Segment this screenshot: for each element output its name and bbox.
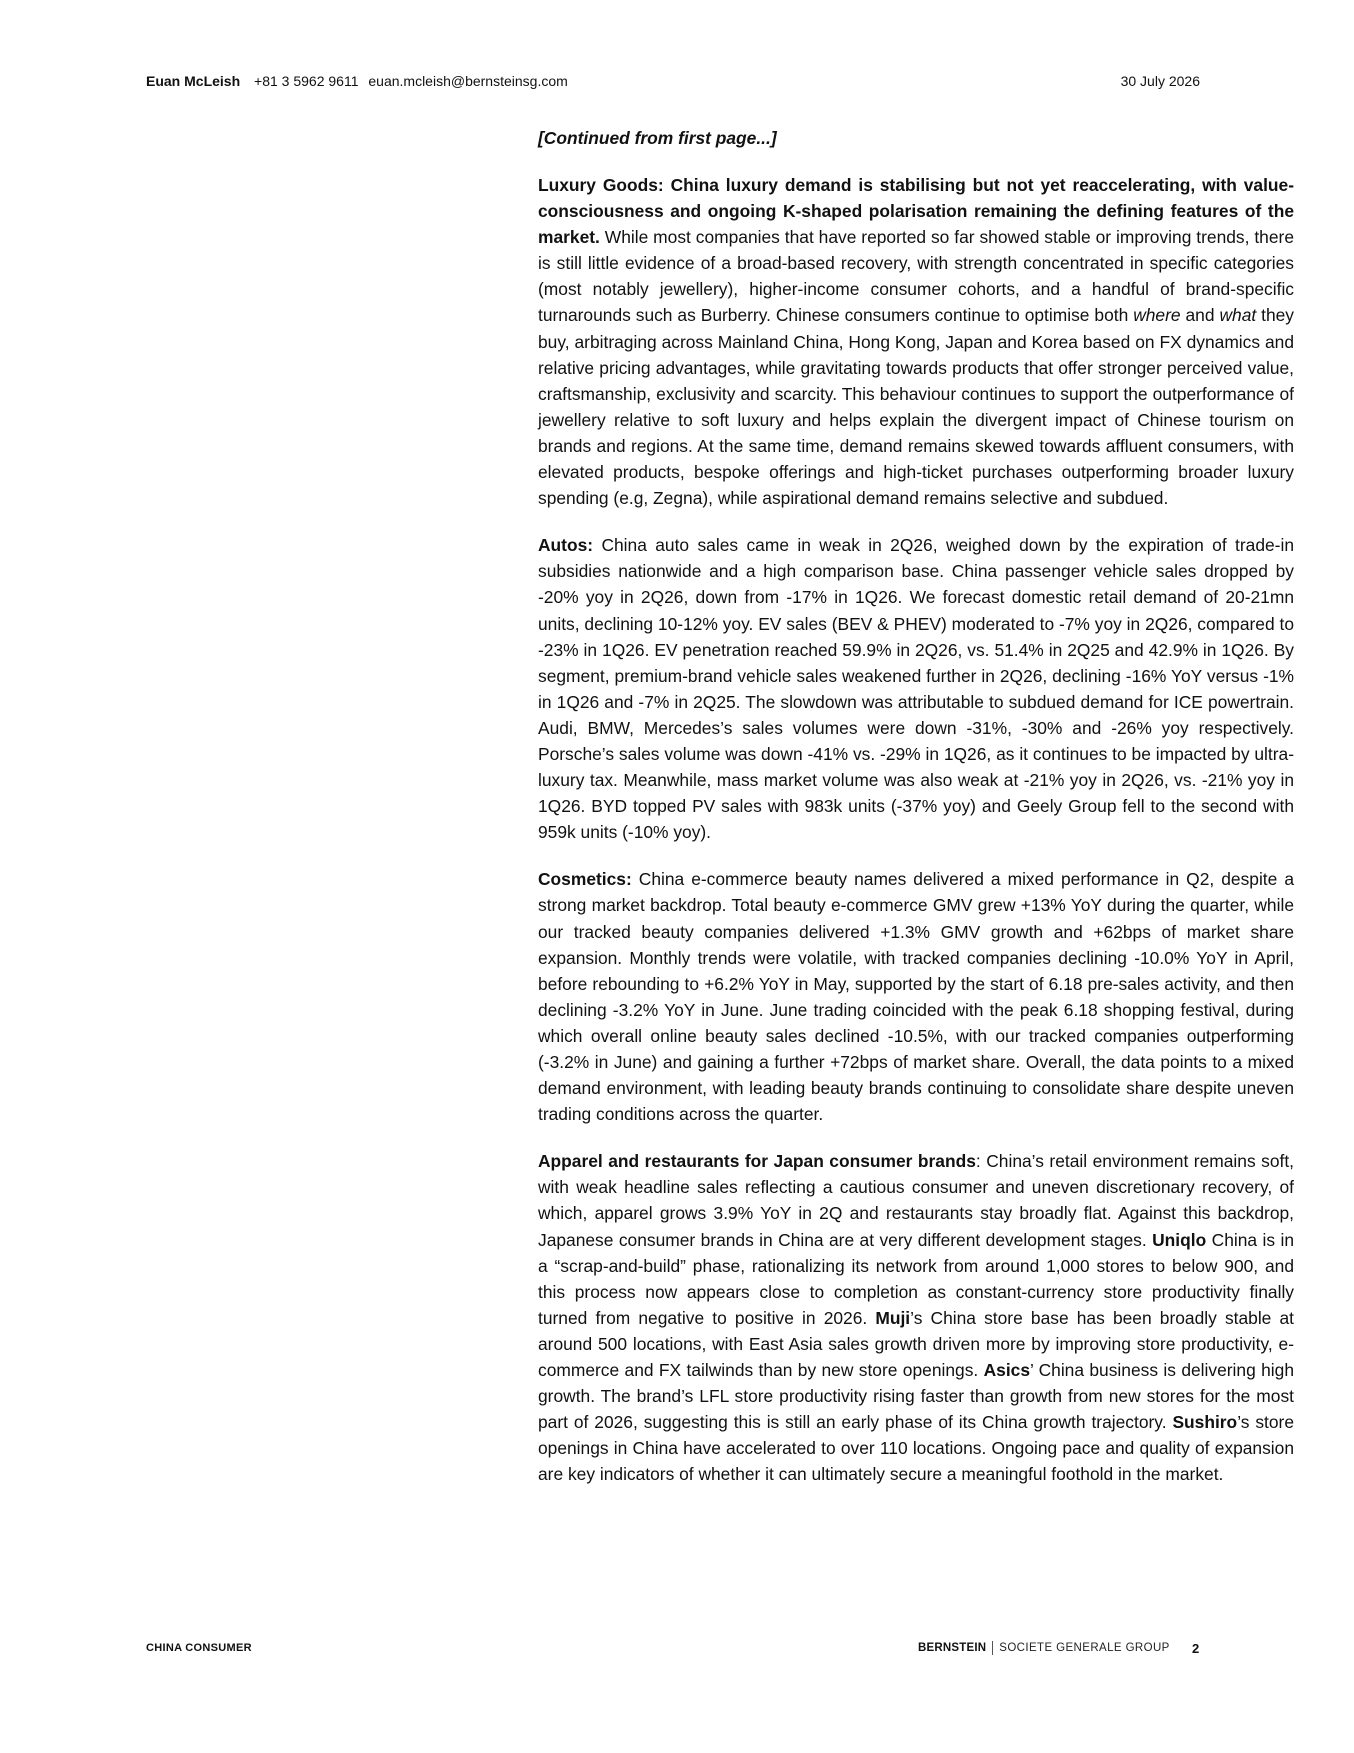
- luxury-goods-lead: Luxury Goods: China luxury demand is stabilising but not yet reaccelerating, with value-consciousness and ongoing K-shaped polarisation remaining the defining features of the market.: [538, 175, 1294, 248]
- section-name: CHINA CONSUMER: [146, 1642, 252, 1654]
- author-email-link[interactable]: euan.mcleish@bernsteinsg.com: [368, 73, 568, 89]
- cosmetics-text: China e-commerce beauty names delivered a mixed performance in Q2, despite a strong market backdrop. Total beauty e-commerce GMV grew +13% YoY during the quarter, while our tracked beauty companies delivered +1.3% GMV growth and +62bps of market share expansion. Monthly trends were volatile, with tracked companies declining -10.0% YoY in April, before rebounding to +6.2% YoY in May, supported by the start of 6.18 pre-sales activity, and then declining -3.2% YoY in June. June trading coincided with the peak 6.18 shopping festival, during which overall online beauty sales declined -10.5%, with our tracked companies outperforming (-3.2% in June) and gaining a further +72bps of market share. Overall, the data points to a mixed demand environment, with leading beauty brands continuing to consolidate share despite uneven trading conditions across the quarter.: [538, 869, 1294, 1125]
- apparel-text-2: China is in a “scrap-and-build” phase, rationalizing its network from around 1,000 stores to below 900, and this process now appears close to completion as constant-currency store productivity finally turned from negative to positive in 2026.: [538, 1229, 1294, 1328]
- brand-uniqlo: Uniqlo: [1152, 1229, 1207, 1250]
- luxury-text-3: they buy, arbitraging across Mainland China, Hong Kong, Japan and Korea based on FX dynamics and relative pricing advantages, while gravitating towards products that offer stronger perceived value, craftsmanship, exclusivity and scarcity. This behaviour continues to support the outperformance of jewellery relative to soft luxury and helps explain the divergent impact of Chinese tourism on brands and regions. At the same time, demand remains skewed towards affluent consumers, with elevated products, bespoke offerings and high-ticket purchases outperforming broader luxury spending (e.g, Zegna), while aspirational demand remains selective and subdued.: [538, 305, 1295, 509]
- report-body: [538, 125, 1294, 1509]
- autos-text: China auto sales came in weak in 2Q26, weighed down by the expiration of trade-in subsidies nationwide and a high comparison base. China passenger vehicle sales dropped by -20% yoy in 2Q26, down from -17% in 1Q26. We forecast domestic retail demand of 20-21mn units, declining 10-12% yoy. EV sales (BEV & PHEV) moderated to -7% yoy in 2Q26, compared to -23% in 1Q26. EV penetration reached 59.9% in 2Q26, vs. 51.4% in 2Q25 and 42.9% in 1Q26. By segment, premium-brand vehicle sales weakened further in 2Q26, declining -16% YoY versus -1% in 1Q26 and -7% in 2Q25. The slowdown was attributable to subdued demand for ICE powertrain. Audi, BMW, Mercedes’s sales volumes were down -31%, -30% and -26% yoy respectively. Porsche’s sales volume was down -41% vs. -29% in 1Q26, as it continues to be impacted by ultra-luxury tax. Meanwhile, mass market volume was also weak at -21% yoy in 2Q26, vs. -21% yoy in 1Q26. BYD topped PV sales with 983k units (-37% yoy) and Geely Group fell to the second with 959k units (-10% yoy).: [538, 535, 1294, 843]
- apparel-text-1: : China’s retail environment remains soft, with weak headline sales reflecting a cautious consumer and uneven discretionary recovery, of which, apparel grows 3.9% YoY in 2Q and restaurants stay broadly flat. Against this backdrop, Japanese consumer brands in China are at very different development stages.: [538, 1151, 1295, 1250]
- brand-sushiro: Sushiro: [1172, 1412, 1238, 1433]
- luxury-text-2: and: [1180, 305, 1220, 326]
- apparel-text-5: ’s store openings in China have accelerated to over 110 locations. Ongoing pace and quality of expansion are key indicators of whether it can ultimately secure a meaningful foothold in the market.: [538, 1412, 1294, 1485]
- brand-group: SOCIETE GENERALE GROUP: [999, 1642, 1170, 1654]
- luxury-goods-paragraph: [538, 172, 1294, 511]
- apparel-text-4: ’ China business is delivering high growth. The brand’s LFL store productivity rising faster than growth from new stores for the most part of 2026, suggesting this is still an early phase of its China growth trajectory.: [538, 1360, 1294, 1433]
- page-number: 2: [1192, 1641, 1200, 1656]
- autos-paragraph: [538, 532, 1294, 845]
- brand-muji: Muji: [875, 1307, 911, 1328]
- footer-logo: [918, 1641, 1170, 1655]
- author-name: Euan McLeish: [146, 73, 241, 89]
- page-header: [146, 72, 1200, 92]
- cosmetics-paragraph: [538, 866, 1294, 1127]
- luxury-emphasis-what: what: [1219, 305, 1257, 326]
- autos-lead: Autos:: [538, 535, 594, 556]
- author-phone: +81 3 5962 9611: [254, 73, 359, 89]
- report-date: 30 July 2026: [1120, 73, 1200, 89]
- luxury-emphasis-where: where: [1133, 305, 1181, 326]
- brand-asics: Asics: [983, 1360, 1030, 1381]
- cosmetics-lead: Cosmetics:: [538, 869, 632, 890]
- apparel-paragraph: [538, 1148, 1294, 1487]
- apparel-lead: Apparel and restaurants for Japan consumer brands: [538, 1151, 976, 1172]
- luxury-text-1: While most companies that have reported so far showed stable or improving trends, there is still little evidence of a broad-based recovery, with strength concentrated in specific categories (most notably jewellery), higher-income consumer cohorts, and a handful of brand-specific turnarounds such as Burberry. Chinese consumers continue to optimise both: [538, 227, 1294, 326]
- brand-name: BERNSTEIN: [918, 1642, 987, 1654]
- continued-note: [Continued from first page...]: [538, 128, 777, 148]
- apparel-text-3: ’s China store base has been broadly stable at around 500 locations, with East Asia sales growth driven more by improving store productivity, e-commerce and FX tailwinds than by new store openings.: [538, 1307, 1294, 1381]
- brand-divider: [992, 1641, 993, 1655]
- page-footer: [146, 1640, 1200, 1660]
